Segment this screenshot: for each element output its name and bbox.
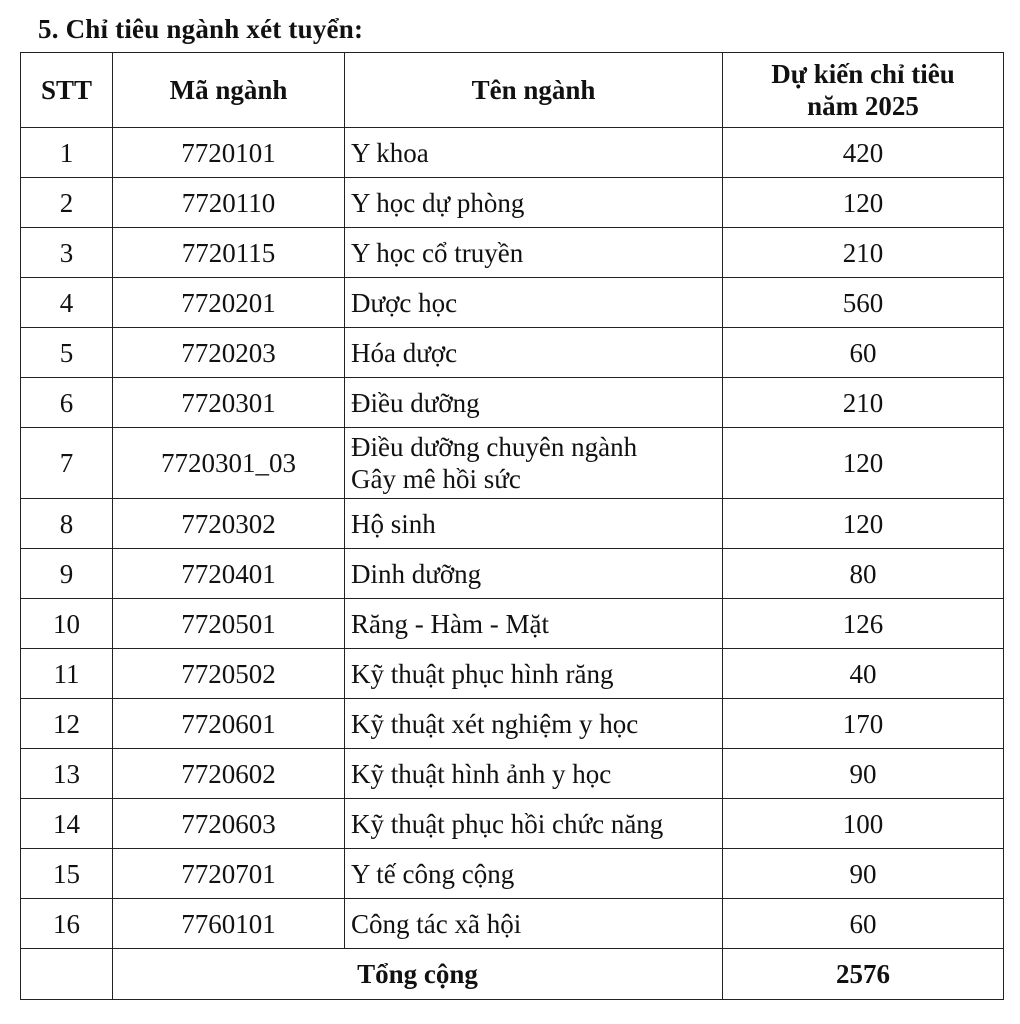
- table-row: [21, 428, 1004, 499]
- cell-name: [345, 428, 723, 499]
- cell-name: Kỹ thuật xét nghiệm y học: [345, 699, 723, 749]
- cell-code: 7720301: [113, 378, 345, 428]
- table-row: [21, 699, 1004, 749]
- cell-name-line2: Gây mê hồi sức: [351, 464, 521, 494]
- cell-stt: 10: [21, 599, 113, 649]
- cell-code: 7720401: [113, 549, 345, 599]
- cell-name: Y học dự phòng: [345, 178, 723, 228]
- table-row: [21, 228, 1004, 278]
- cell-quota: 560: [723, 278, 1004, 328]
- cell-quota: 90: [723, 749, 1004, 799]
- cell-quota: 170: [723, 699, 1004, 749]
- cell-quota: 90: [723, 849, 1004, 899]
- cell-stt: 12: [21, 699, 113, 749]
- cell-name: Công tác xã hội: [345, 899, 723, 949]
- table-header-row: [21, 53, 1004, 128]
- cell-code: 7720110: [113, 178, 345, 228]
- cell-stt: 11: [21, 649, 113, 699]
- section-title: 5. Chỉ tiêu ngành xét tuyển:: [38, 14, 364, 44]
- total-label: Tổng cộng: [113, 949, 723, 1000]
- cell-quota: 210: [723, 378, 1004, 428]
- header-stt: STT: [21, 53, 113, 128]
- cell-name: Kỹ thuật phục hồi chức năng: [345, 799, 723, 849]
- table-row: [21, 849, 1004, 899]
- cell-stt: 13: [21, 749, 113, 799]
- cell-quota: 80: [723, 549, 1004, 599]
- table-row: [21, 599, 1004, 649]
- cell-stt: 7: [21, 428, 113, 499]
- cell-code: 7760101: [113, 899, 345, 949]
- cell-stt: 4: [21, 278, 113, 328]
- header-quota-line2: năm 2025: [807, 91, 919, 121]
- header-quota-line1: Dự kiến chỉ tiêu: [771, 59, 955, 89]
- cell-name: Kỹ thuật phục hình răng: [345, 649, 723, 699]
- cell-code: 7720203: [113, 328, 345, 378]
- table-row: [21, 649, 1004, 699]
- cell-stt: 9: [21, 549, 113, 599]
- table-row: [21, 278, 1004, 328]
- cell-stt: 15: [21, 849, 113, 899]
- cell-stt: 14: [21, 799, 113, 849]
- cell-quota: 100: [723, 799, 1004, 849]
- cell-code: 7720601: [113, 699, 345, 749]
- cell-quota: 120: [723, 499, 1004, 549]
- cell-quota: 120: [723, 428, 1004, 499]
- cell-quota: 120: [723, 178, 1004, 228]
- cell-name: Y học cổ truyền: [345, 228, 723, 278]
- cell-stt: 16: [21, 899, 113, 949]
- cell-stt: 2: [21, 178, 113, 228]
- cell-code: 7720101: [113, 128, 345, 178]
- cell-code: 7720603: [113, 799, 345, 849]
- cell-code: 7720602: [113, 749, 345, 799]
- cell-name: Hóa dược: [345, 328, 723, 378]
- cell-name: Y tế công cộng: [345, 849, 723, 899]
- cell-quota: 420: [723, 128, 1004, 178]
- cell-name-line1: Điều dưỡng chuyên ngành: [351, 432, 638, 462]
- cell-name: Răng - Hàm - Mặt: [345, 599, 723, 649]
- cell-quota: 40: [723, 649, 1004, 699]
- table-row: [21, 899, 1004, 949]
- cell-stt: 3: [21, 228, 113, 278]
- cell-quota: 60: [723, 328, 1004, 378]
- total-row: [21, 949, 1004, 1000]
- table-row: [21, 178, 1004, 228]
- table-row: [21, 128, 1004, 178]
- cell-code: 7720502: [113, 649, 345, 699]
- admission-quota-table: [20, 52, 1004, 1000]
- header-name: Tên ngành: [345, 53, 723, 128]
- cell-quota: 210: [723, 228, 1004, 278]
- table-row: [21, 549, 1004, 599]
- cell-quota: 126: [723, 599, 1004, 649]
- cell-code: 7720501: [113, 599, 345, 649]
- cell-name: Dược học: [345, 278, 723, 328]
- cell-quota: 60: [723, 899, 1004, 949]
- table-row: [21, 378, 1004, 428]
- cell-code: 7720201: [113, 278, 345, 328]
- cell-stt: 5: [21, 328, 113, 378]
- cell-code: 7720302: [113, 499, 345, 549]
- cell-name: Hộ sinh: [345, 499, 723, 549]
- header-quota: [723, 53, 1004, 128]
- total-empty-cell: [21, 949, 113, 1000]
- table-row: [21, 499, 1004, 549]
- cell-stt: 1: [21, 128, 113, 178]
- cell-stt: 6: [21, 378, 113, 428]
- cell-name: Y khoa: [345, 128, 723, 178]
- cell-name: Dinh dưỡng: [345, 549, 723, 599]
- cell-code: 7720115: [113, 228, 345, 278]
- cell-name: Kỹ thuật hình ảnh y học: [345, 749, 723, 799]
- table-row: [21, 328, 1004, 378]
- cell-code: 7720701: [113, 849, 345, 899]
- cell-code: 7720301_03: [113, 428, 345, 499]
- cell-stt: 8: [21, 499, 113, 549]
- cell-name: Điều dưỡng: [345, 378, 723, 428]
- table-row: [21, 799, 1004, 849]
- table-row: [21, 749, 1004, 799]
- header-code: Mã ngành: [113, 53, 345, 128]
- total-value: 2576: [723, 949, 1004, 1000]
